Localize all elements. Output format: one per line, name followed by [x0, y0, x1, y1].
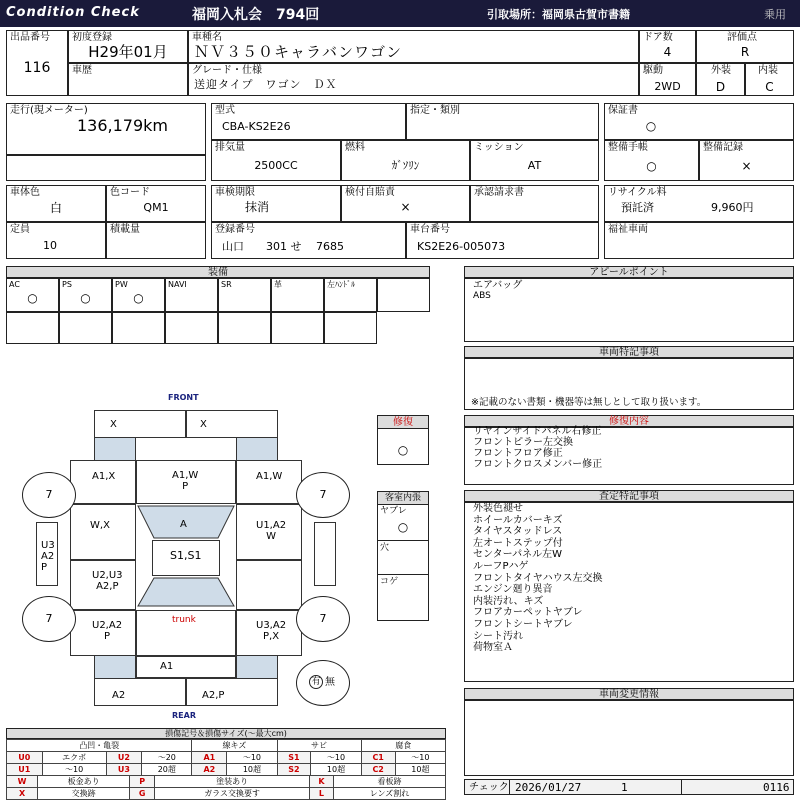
self-inspection-label: 検付自賠責 — [345, 187, 395, 198]
legend-cell: W — [7, 776, 38, 788]
approval-cell — [470, 185, 599, 222]
front-light-left — [94, 437, 136, 461]
model-name-value: ＮＶ３５０キャラバンワゴン — [194, 43, 403, 61]
legend-cell: A1 — [192, 752, 227, 764]
appeal-header — [464, 266, 794, 278]
legend-cell: S1 — [277, 752, 311, 764]
plate-label: 登録番号 — [215, 224, 255, 235]
chassis-cell — [406, 222, 599, 259]
rear-light-right — [236, 655, 278, 679]
legend-cell: 10超 — [227, 764, 277, 776]
legend-cell: U2 — [106, 752, 142, 764]
front-fender-left — [70, 460, 136, 504]
type-value: CBA-KS2E26 — [222, 120, 291, 133]
lot-number: 116 — [23, 60, 51, 76]
side-panel-right — [314, 522, 336, 586]
model-name-cell — [188, 30, 639, 63]
hood-mark: A1,W P — [172, 470, 199, 492]
tire-front-right: 7 — [296, 472, 350, 518]
first-reg-value: H29年01月 — [88, 43, 168, 61]
capacity-cell — [6, 222, 106, 259]
equipment-value: ○ — [80, 291, 91, 305]
repair-line: フロントピラー左交換 — [473, 437, 573, 448]
record-label: 整備記録 — [703, 142, 743, 153]
exterior-cell — [696, 63, 745, 96]
side-left-mark: U3 A2 P — [41, 540, 55, 573]
inspection-notes-box — [464, 502, 794, 682]
recycle-status: 預託済 — [621, 201, 654, 214]
grade-score-value: R — [740, 45, 750, 59]
approval-label: 承認請求書 — [474, 187, 524, 198]
header-title: Condition Check — [6, 5, 140, 20]
load-label: 積載量 — [110, 224, 140, 235]
appeal-box — [464, 278, 794, 342]
legend-group: サビ — [277, 740, 361, 752]
legend-group: 腐食 — [361, 740, 445, 752]
legend-cell: ガラス交換要す — [155, 788, 310, 800]
legend-cell: 板金あり — [38, 776, 130, 788]
equipment-name: 左ﾊﾝﾄﾞﾙ — [327, 280, 355, 289]
capacity-label: 定員 — [10, 224, 30, 235]
front-fender-right — [236, 460, 302, 504]
check-num: 1 — [621, 781, 628, 794]
inspection-note-line: ホイールカバーキズ — [473, 514, 563, 526]
rear-label: REAR — [172, 711, 196, 720]
body-color-label: 車体色 — [10, 187, 40, 198]
front-bumper-left-mark: X — [110, 419, 117, 430]
fdoor-left-mark: W,X — [90, 520, 110, 531]
legend-table-sizes — [6, 739, 446, 776]
appeal-line: ABS — [473, 291, 491, 301]
repair-line: リヤインサイドパネル右修正 — [473, 426, 602, 437]
repair-line: フロントフロア修正 — [473, 448, 563, 459]
history-label: 車歴 — [72, 65, 92, 76]
transmission-value: AT — [527, 159, 542, 172]
bumper-left-mark: A2 — [112, 690, 126, 701]
grade-score-cell — [696, 30, 794, 63]
repair-flag-box — [377, 415, 429, 465]
legend-group: 線キズ — [192, 740, 277, 752]
self-inspection-cell — [341, 185, 470, 222]
legend-cell: エクボ — [42, 752, 106, 764]
body-color-cell — [6, 185, 106, 222]
appeal-title: アピールポイント — [589, 267, 669, 278]
legend-header — [6, 728, 446, 739]
equipment-cell — [6, 278, 59, 312]
equipment-value: ○ — [133, 291, 144, 305]
front-door-left — [70, 504, 136, 560]
equipment-blank — [218, 312, 271, 344]
inspection-note-line: シート汚れ — [473, 630, 523, 642]
appeal-line: エアバッグ — [473, 280, 523, 291]
displacement-label: 排気量 — [215, 142, 245, 153]
fr-mark: A1,W — [256, 471, 283, 482]
cabin-burn-label: コゲ — [380, 577, 399, 587]
bumper-right-mark: A2,P — [202, 690, 225, 701]
plate-value: 山口 301 せ 7685 — [222, 240, 344, 253]
inspection-note-line: エンジン廻り異音 — [473, 584, 553, 596]
equipment-blank — [271, 312, 324, 344]
front-light-right — [236, 437, 278, 461]
designation-label: 指定・類別 — [410, 105, 460, 116]
equipment-title: 装備 — [208, 267, 228, 278]
legend-cell: 10超 — [311, 764, 361, 776]
legend-cell: 看板跡 — [334, 776, 446, 788]
front-label: FRONT — [168, 393, 199, 402]
warranty-value: ○ — [645, 119, 657, 133]
check-label: チェック — [469, 782, 509, 793]
record-cell — [699, 140, 794, 181]
drive-cell — [639, 63, 696, 96]
rear-center-mark: A1 — [160, 661, 174, 672]
first-reg-label: 初度登録 — [72, 32, 112, 43]
equipment-cell — [271, 278, 324, 312]
legend-cell: 20超 — [142, 764, 192, 776]
designation-cell — [406, 103, 599, 140]
special-box — [464, 358, 794, 410]
exterior-label: 外装 — [711, 65, 731, 76]
legend-table-marks — [6, 775, 446, 800]
transmission-cell — [470, 140, 599, 181]
legend-cell: P — [130, 776, 155, 788]
inspection-note-line: 左オートステップ付 — [473, 537, 563, 549]
warranty-cell — [604, 103, 794, 140]
equipment-cell — [165, 278, 218, 312]
rear-bumper-right — [186, 678, 278, 706]
pickup-location: 引取場所：福岡県古賀市書籍 — [487, 8, 630, 21]
equipment-blank — [59, 312, 112, 344]
repair-flag-title: 修復 — [378, 416, 428, 429]
legend-cell: レンズ割れ — [334, 788, 446, 800]
equipment-cell — [59, 278, 112, 312]
equipment-header — [6, 266, 430, 278]
doors-value: 4 — [663, 45, 672, 59]
welfare-cell — [604, 222, 794, 259]
doors-label: ドア数 — [643, 32, 673, 43]
load-cell — [106, 222, 206, 259]
recycle-cell — [604, 185, 794, 222]
capacity-value: 10 — [43, 239, 57, 252]
front-bumper-right-mark: X — [200, 419, 207, 430]
usage-label: 乗用 — [764, 8, 786, 21]
legend-cell: 交換跡 — [38, 788, 130, 800]
welfare-label: 福祉車両 — [608, 224, 648, 235]
legend-cell: 〜10 — [311, 752, 361, 764]
manual-cell — [604, 140, 699, 181]
check-row — [464, 779, 794, 795]
cabin-tear-label: ヤブレ — [380, 506, 407, 516]
rl-mark: U2,A2 P — [92, 620, 123, 642]
legend-cell: U0 — [7, 752, 43, 764]
spare-mark: 有 — [309, 675, 323, 689]
record-value: × — [741, 159, 752, 173]
inspection-notes-header — [464, 490, 794, 502]
manual-value: ○ — [646, 159, 657, 173]
rear-window — [136, 576, 236, 608]
color-code-label: 色コード — [110, 187, 150, 198]
manual-label: 整備手帳 — [608, 142, 648, 153]
equipment-extra — [377, 278, 430, 312]
legend-cell: 塗装あり — [155, 776, 310, 788]
repair-details-box — [464, 427, 794, 485]
inspection-note-line: 荷物室Ａ — [473, 642, 513, 654]
inspection-note-line: 内装汚れ、キズ — [473, 595, 544, 607]
body-color-value: 白 — [49, 201, 62, 215]
inspection-label: 車検期限 — [215, 187, 255, 198]
tire-rear-left: 7 — [22, 596, 76, 642]
rear-door-right — [236, 560, 302, 610]
chassis-value: KS2E26-005073 — [417, 240, 506, 253]
interior-cell — [745, 63, 794, 96]
color-code-value: QM1 — [143, 201, 169, 214]
mileage-cell — [6, 103, 206, 155]
color-code-cell — [106, 185, 206, 222]
inspection-value: 抹消 — [244, 200, 269, 214]
displacement-value: 2500CC — [254, 159, 298, 172]
displacement-cell — [211, 140, 341, 181]
legend-cell: A2 — [192, 764, 227, 776]
type-cell — [211, 103, 406, 140]
equipment-cell — [112, 278, 165, 312]
exterior-value: D — [715, 80, 726, 94]
equipment-blank — [324, 312, 377, 344]
legend-cell: 〜10 — [227, 752, 277, 764]
special-note: ※記載のない書類・機器等は無しとして取り扱います。 — [471, 397, 707, 408]
lot-cell — [6, 30, 68, 96]
transmission-label: ミッション — [474, 142, 524, 153]
recycle-amount: 9,960円 — [711, 201, 754, 214]
inspection-note-line: フロントシートヤブレ — [473, 619, 573, 630]
legend-cell: K — [309, 776, 333, 788]
inspection-note-line: フロントタイヤハウス左交換 — [473, 572, 603, 584]
fuel-label: 燃料 — [345, 142, 365, 153]
legend-cell: 10超 — [395, 764, 445, 776]
legend-cell: U1 — [7, 764, 43, 776]
warranty-label: 保証書 — [608, 105, 638, 116]
legend-cell: 〜10 — [42, 764, 106, 776]
drive-value: 2WD — [654, 80, 681, 93]
equipment-blank — [165, 312, 218, 344]
check-code: 0116 — [763, 781, 790, 794]
equipment-cell — [218, 278, 271, 312]
lot-label: 出品番号 — [10, 32, 50, 43]
legend-cell: 〜10 — [395, 752, 445, 764]
changes-box — [464, 700, 794, 776]
windshield-mark: A — [180, 519, 187, 530]
recycle-label: リサイクル料 — [608, 187, 667, 198]
cabin-title: 客室内張 — [378, 492, 428, 505]
model-name-label: 車種名 — [192, 32, 222, 43]
equipment-blank — [112, 312, 165, 344]
type-label: 型式 — [215, 105, 235, 116]
inspection-note-line: ルーフPハゲ — [473, 561, 529, 572]
inspection-note-line: センターパネル左W — [473, 549, 562, 561]
fuel-value: ｶﾞｿﾘﾝ — [391, 159, 420, 172]
repair-flag-value: ○ — [397, 443, 409, 457]
tire-front-left: 7 — [22, 472, 76, 518]
changes-title: 車両変更情報 — [599, 689, 659, 700]
grade-score-label: 評価点 — [727, 32, 757, 43]
rear-light-left — [94, 655, 136, 679]
equipment-blank — [6, 312, 59, 344]
changes-header — [464, 688, 794, 700]
rear-center — [136, 656, 236, 678]
equipment-name: PW — [115, 280, 128, 289]
grade-value: 送迎タイプ ワゴン ＤＸ — [194, 78, 338, 91]
repair-title: 修復内容 — [609, 416, 649, 427]
cabin-hole-label: 穴 — [380, 543, 390, 553]
equipment-name: AC — [9, 280, 20, 289]
grade-cell — [188, 63, 639, 96]
legend-cell: 〜20 — [142, 752, 192, 764]
rdoor-left-mark: U2,U3 A2,P — [92, 570, 123, 592]
mileage-label: 走行(現メーター) — [10, 105, 88, 116]
special-title: 車両特記事項 — [599, 347, 659, 358]
fdoor-right-mark: U1,A2 W — [256, 520, 287, 542]
inspection-cell — [211, 185, 341, 222]
legend-cell: L — [309, 788, 333, 800]
rear-bumper-left — [94, 678, 186, 706]
interior-label: 内装 — [758, 65, 778, 76]
cabin-box — [377, 491, 429, 621]
inspection-note-line: フロアカーペットヤブレ — [473, 607, 583, 619]
inspection-notes-title: 査定特記事項 — [599, 491, 659, 502]
legend-cell: C2 — [361, 764, 395, 776]
chassis-label: 車台番号 — [410, 224, 450, 235]
equipment-value: ○ — [27, 291, 38, 305]
equipment-name: SR — [221, 280, 232, 289]
first-reg-cell — [68, 30, 188, 63]
legend-cell: X — [7, 788, 38, 800]
spare-value: 無 — [325, 677, 335, 688]
equipment-name: NAVI — [168, 280, 187, 289]
drive-label: 駆動 — [643, 65, 663, 76]
cabin-tear-value: ○ — [397, 520, 409, 534]
tire-rear-right: 7 — [296, 596, 350, 642]
mileage-blank — [6, 155, 206, 181]
fl-mark: A1,X — [92, 471, 116, 482]
plate-cell — [211, 222, 406, 259]
legend-cell: G — [130, 788, 155, 800]
fuel-cell — [341, 140, 470, 181]
inspection-note-line: 外装色褪せ — [473, 503, 523, 514]
legend-cell: S2 — [277, 764, 311, 776]
history-cell — [68, 63, 188, 96]
mileage-value: 136,179km — [77, 116, 169, 135]
doors-cell — [639, 30, 696, 63]
repair-line: フロントクロスメンバー修正 — [473, 459, 603, 470]
seat-mark: S1,S1 — [170, 549, 202, 562]
header-bar — [0, 0, 800, 27]
self-inspection-value: × — [400, 200, 411, 214]
grade-label: グレード・仕様 — [192, 65, 262, 76]
check-date: 2026/01/27 — [515, 781, 582, 794]
inspection-note-line: タイヤスタッドレス — [473, 526, 563, 538]
legend-cell: U3 — [106, 764, 142, 776]
trunk-label: trunk — [172, 615, 196, 625]
equipment-name: PS — [62, 280, 72, 289]
legend-cell: C1 — [361, 752, 395, 764]
interior-value: C — [765, 80, 774, 94]
spare-tire — [296, 660, 350, 706]
equipment-cell — [324, 278, 377, 312]
special-header — [464, 346, 794, 358]
front-bumper-left — [94, 410, 186, 438]
auction-name: 福岡入札会 794回 — [192, 7, 320, 23]
equipment-name: 革 — [274, 280, 282, 289]
legend-group: 凸凹・亀裂 — [7, 740, 192, 752]
rr-mark: U3,A2 P,X — [256, 620, 287, 642]
legend-title: 損傷記号＆損傷サイズ(〜最大cm) — [165, 729, 287, 738]
